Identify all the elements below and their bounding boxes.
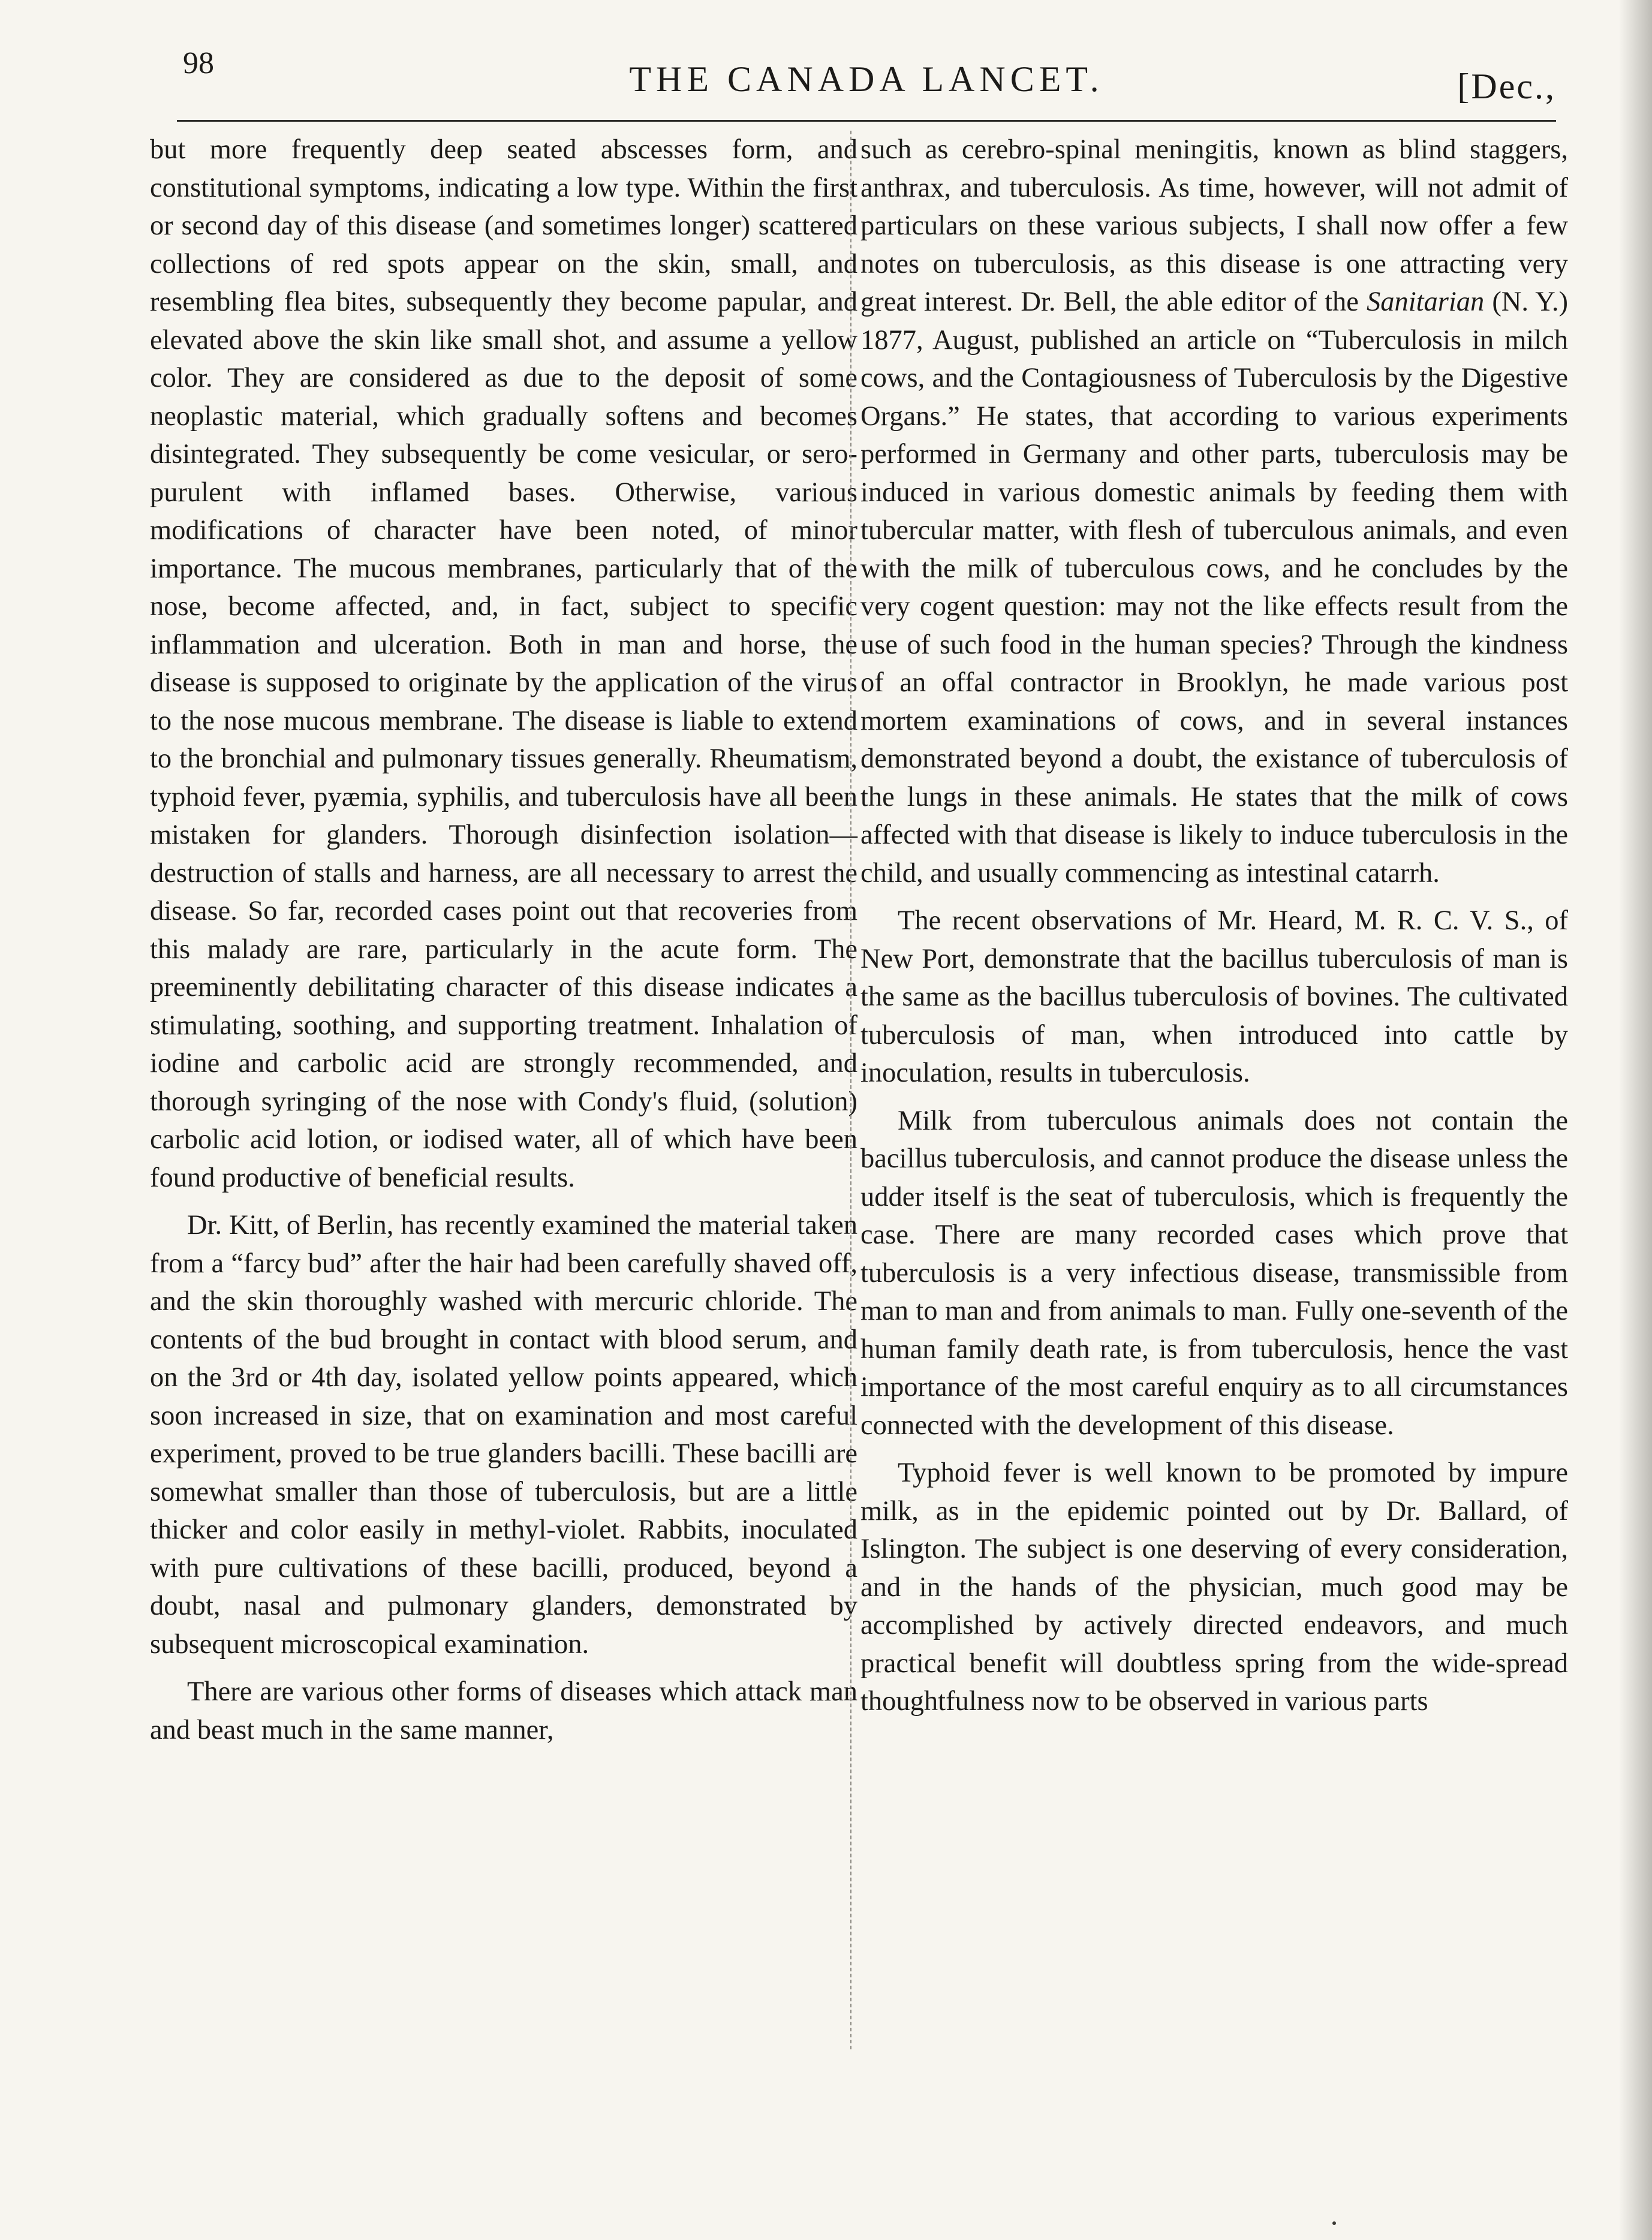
paragraph-mr-heard: The recent observations of Mr. Heard, M. R. C. V. S., of New Port, demonstrate that the bacillus tuberculosis of man is the same as the bacillus tuberculosis of bovines. The cultivated tuberculosis of man, when introduced into cattle by inoculation, results in tuberculosis.: [860, 905, 1568, 1088]
paragraph-tuberculosis-intro: [860, 131, 1568, 892]
paragraph-dr-kitt: Dr. Kitt, of Berlin, has recently examined the material taken from a “farcy bud” after the hair had been carefully shaved off, and the skin thoroughly washed with mercuric chloride. The contents of the bud brought in contact with blood serum, and on the 3rd or 4th day, isolated yellow points appeared, which soon increased in size, that on examination and most careful experiment, proved to be true glanders bacilli. These bacilli are somewhat smaller than those of tuberculosis, but are a little thicker and color easily in methyl-violet. Rabbits, inoculated with pure cultivations of these bacilli, produced, beyond a doubt, nasal and pulmonary glanders, demonstrated by subsequent microscopical examination.: [150, 1210, 857, 1660]
paragraph-milk: Milk from tuberculous animals does not contain the bacillus tuberculosis, and cannot produce the disease unless the udder itself is the seat of tuberculosis, which is frequently the case. There are many recorded cases which prove that tuberculosis is a very infectious disease, transmissible from man to man and from animals to man. Fully one-seventh of the human family death rate, is from tuberculosis, hence the vast importance of the most careful enquiry as to all circumstances connected with the development of this disease.: [860, 1105, 1568, 1441]
page-number: 98: [183, 46, 214, 80]
left-column: [150, 131, 857, 1749]
page-edge-shadow: [1619, 0, 1652, 2240]
header-rule: [177, 120, 1556, 122]
text-segment: (N. Y.) 1877, August, published an article on “Tuberculosis in milch cows, and the Contagiousness of Tuberculosis by the Digestive Organs.” He states, that according to various experiments performed in Germany and other parts, tuberculosis may be induced in various domestic animals by feeding them with tubercular matter, with flesh of tuberculous animals, and even with the milk of tuberculous cows, and he concludes by the very cogent question: may not the like effects result from the use of such food in the human species? Through the kindness of an offal contractor in Brooklyn, he made various post mortem examinations of cows, and in several instances demonstrated beyond a doubt, the existance of tuberculosis of the lungs in these animals. He states that the milk of cows affected with that disease is likely to induce tuberculosis in the child, and usually commencing as intestinal catarrh.: [860, 287, 1568, 889]
text-segment: such as cerebro-spinal meningitis, known as blind staggers, anthrax, and tuberculosis. As time, however, will not admit of particulars on these various subjects, I shall now offer a few notes on tuberculosis, as this disease is one attracting very great interest. Dr. Bell, the able editor of the: [860, 134, 1568, 317]
right-column: [860, 131, 1568, 1721]
paragraph-typhoid: Typhoid fever is well known to be promoted by impure milk, as in the epidemic pointed out by Dr. Ballard, of Islington. The subject is one deserving of every consideration, and in the hands of the physician, much good may be accomplished by actively directed endeavors, and much practical benefit will doubtless spring from the wide-spread thoughtfulness now to be observed in various parts: [860, 1458, 1568, 1717]
running-header: [177, 42, 1556, 114]
journal-name-italic: Sanitarian: [1366, 287, 1485, 317]
paragraph-glanders-symptoms: but more frequently deep seated abscesses form, and constitutional symptoms, indicating a low type. Within the first or second day of this disease (and sometimes longer) scattered collections of red spots appear on the skin, small, and resembling flea bites, subsequently they become papular, and elevated above the skin like small shot, and assume a yellow color. They are considered as due to the deposit of some neoplastic material, which gradually softens and becomes disintegrated. They subsequently be come vesicular, or sero-purulent with inflamed bases. Otherwise, various modifications of character have been noted, of minor importance. The mucous membranes, particularly that of the nose, become affected, and, in fact, subject to specific inflammation and ulceration. Both in man and horse, the disease is supposed to originate by the application of the virus to the nose mucous membrane. The disease is liable to extend to the bronchial and pulmonary tissues generally. Rheumatism, typhoid fever, pyæmia, syphilis, and tuberculosis have all been mistaken for glanders. Thorough disinfection isolation—destruction of stalls and harness, are all necessary to arrest the disease. So far, recorded cases point out that recoveries from this malady are rare, particularly in the acute form. The preeminently debilitating character of this disease indicates a stimulating, soothing, and supporting treatment. Inhalation of iodine and carbolic acid are strongly recommended, and thorough syringing of the nose with Condy's fluid, (solution) carbolic acid lotion, or iodised water, all of which have been found productive of beneficial results.: [150, 134, 857, 1193]
paragraph-other-diseases: There are various other forms of diseases which attack man and beast much in the same manner,: [150, 1676, 857, 1745]
column-divider: [850, 131, 851, 2049]
journal-title: THE CANADA LANCET.: [629, 59, 1104, 99]
issue-month: [Dec.,: [1457, 67, 1556, 106]
print-speck: [1332, 2221, 1336, 2225]
